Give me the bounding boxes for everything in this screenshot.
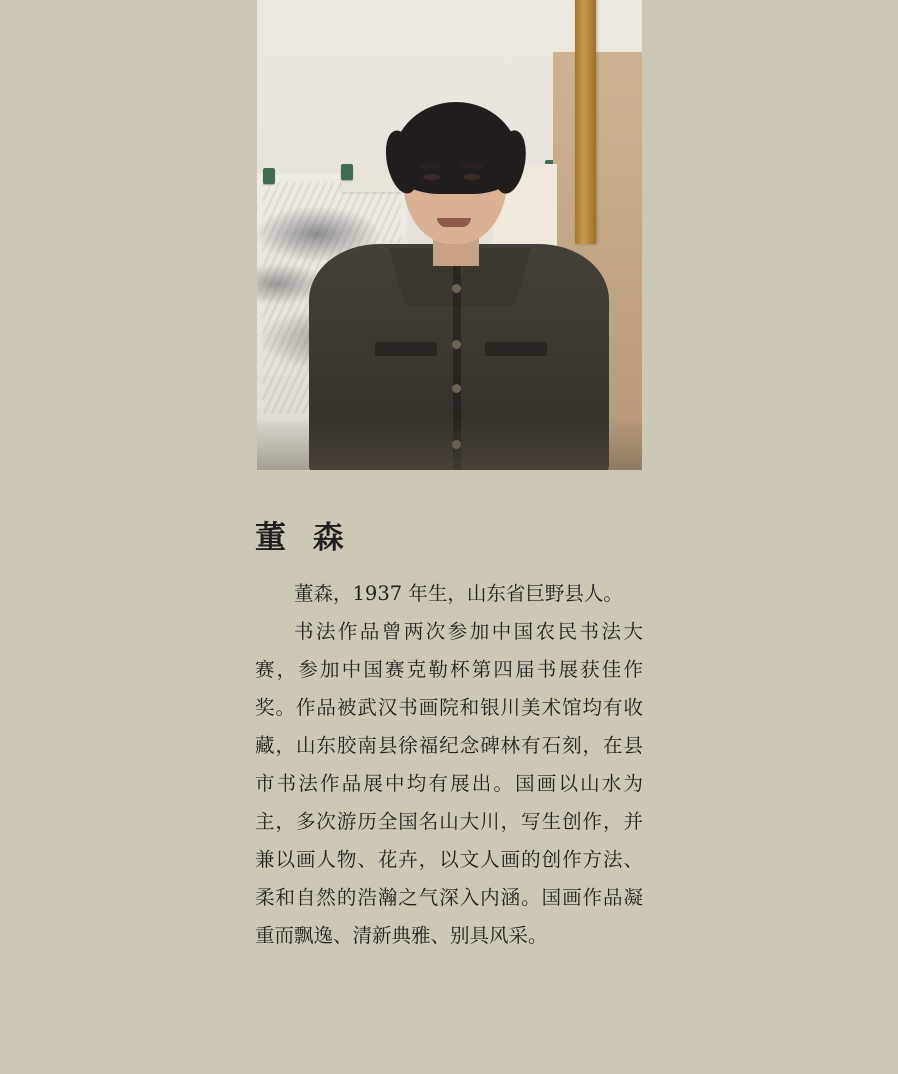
jacket-button [452, 284, 461, 293]
photo-canvas [257, 0, 642, 470]
jacket-button [452, 384, 461, 393]
bio-paragraph-1: 董森，1937 年生，山东省巨野县人。 [294, 582, 623, 605]
green-clip-icon [263, 168, 275, 184]
jacket-pocket-right [485, 342, 547, 356]
biography-text [255, 575, 643, 955]
bio-paragraph-2: 书法作品曾两次参加中国农民书法大赛，参加中国赛克勒杯第四届书展获佳作奖。作品被武汉书画院和银川美术馆均有收藏，山东胶南县徐福纪念碑林有石刻，在县市书法作品展中均有展出。国画以山水为主，多次游历全国名山大川，写生创作，并兼以画人物、花卉，以文人画的创作方法、柔和自然的浩瀚之气深入内涵。国画作品凝重而飘逸、清新典雅、别具风采。 [255, 620, 643, 947]
portrait-photo [257, 0, 642, 470]
subject-hair [393, 102, 519, 194]
page-title: 董 森 [255, 520, 352, 556]
easel-post [575, 0, 596, 244]
jacket-button [452, 340, 461, 349]
photo-bottom-shadow [257, 416, 642, 470]
jacket-pocket-left [375, 342, 437, 356]
subject-mouth [437, 218, 471, 227]
green-clip-icon [341, 164, 353, 180]
subject-eye-left [423, 174, 440, 180]
subject-eye-right [463, 174, 480, 180]
